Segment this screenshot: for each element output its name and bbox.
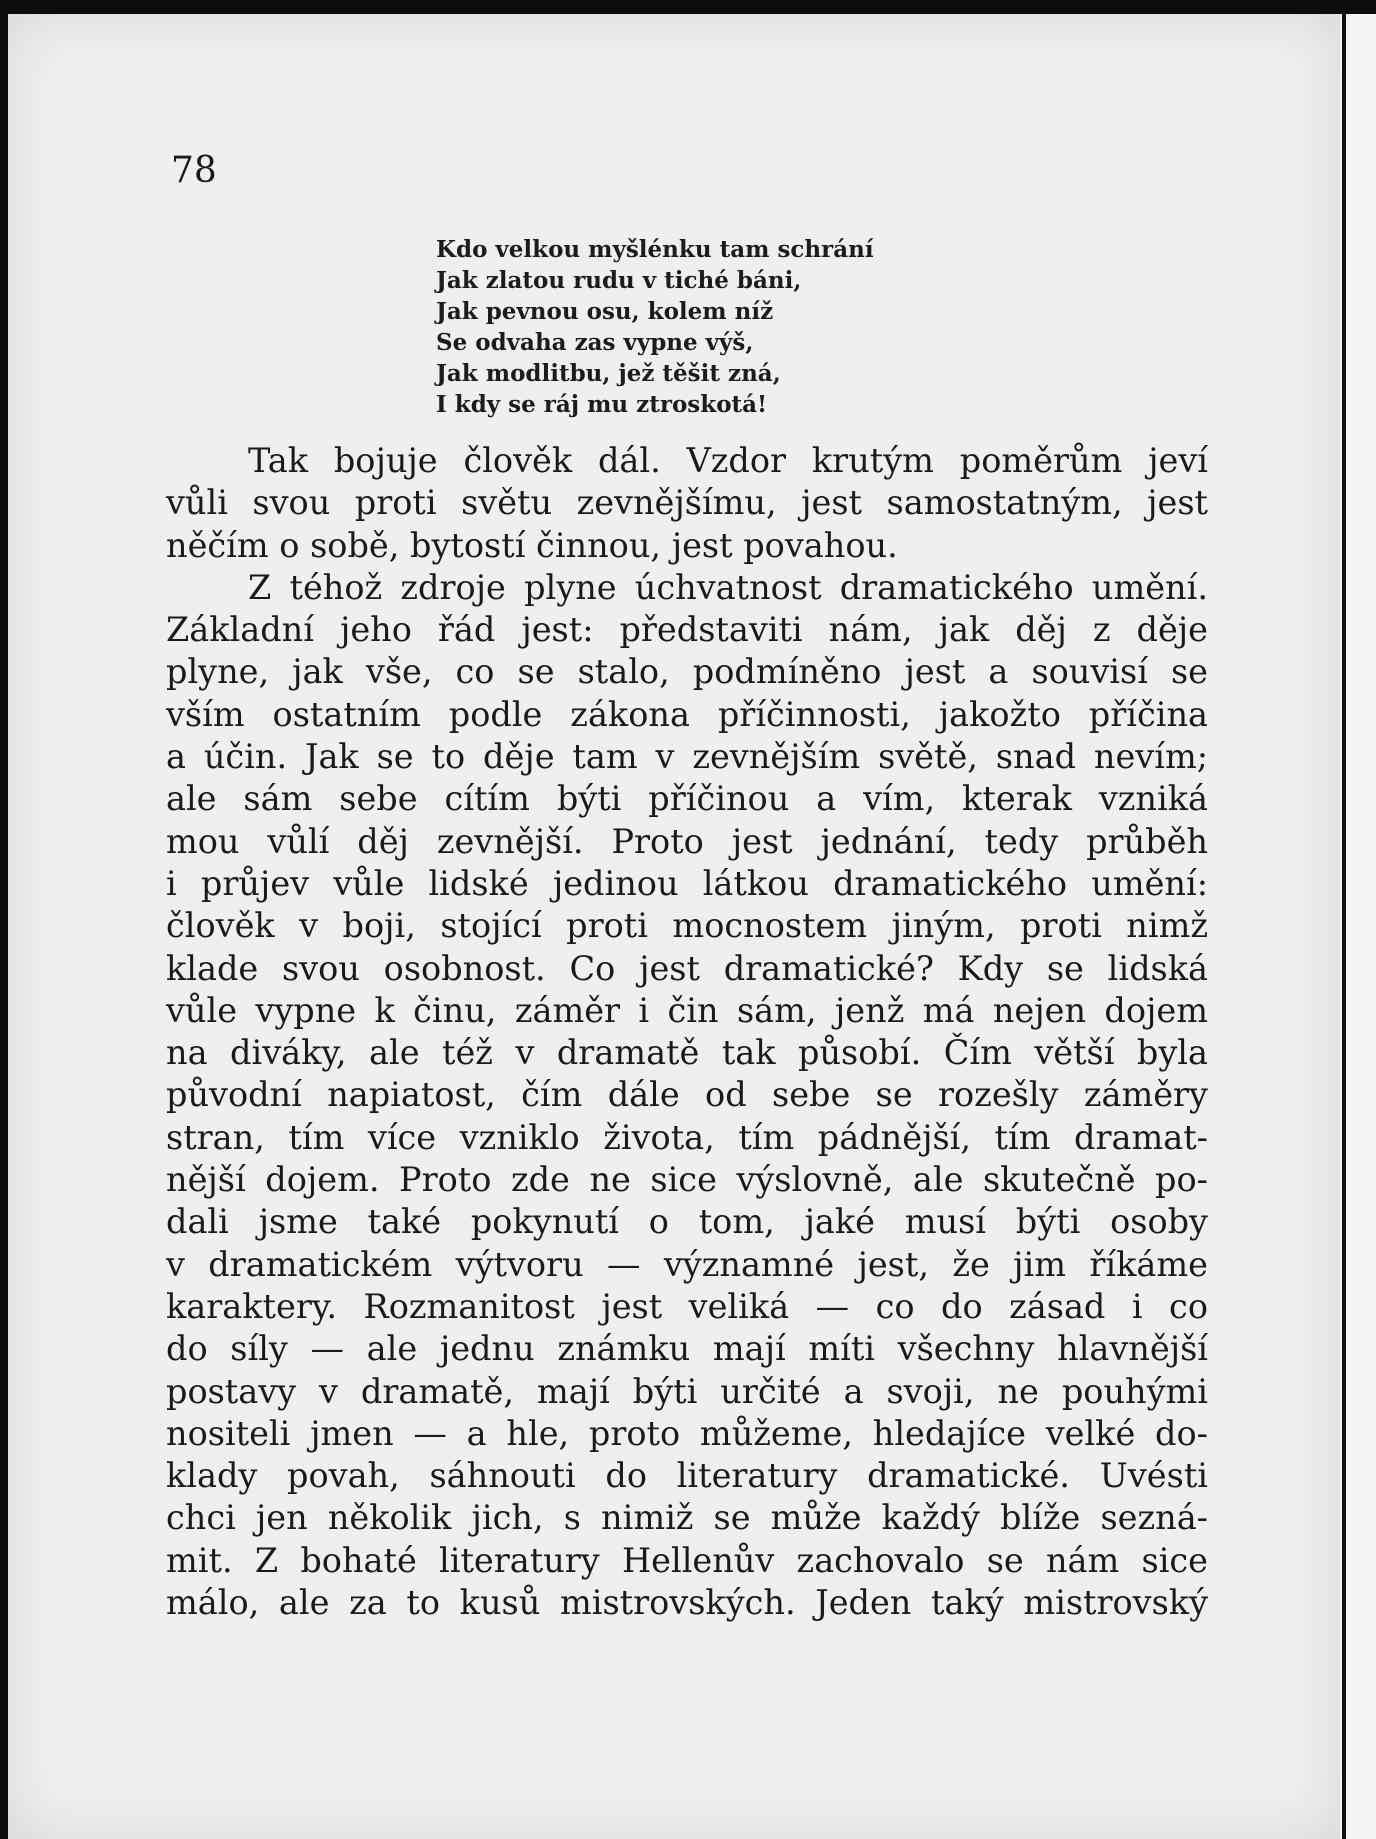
text-line: člověk v boji, stojící proti mocnostem jiným, proti nimž [166, 906, 1208, 946]
text-line: mou vůlí děj zevnější. Proto jest jednání, tedy průběh [166, 821, 1208, 861]
text-line: Základní jeho řád jest: představiti nám, jak děj z děje [166, 610, 1208, 650]
text-line: vším ostatním podle zákona příčinnosti, jakožto příčina [166, 694, 1208, 734]
text-line: stran, tím více vzniklo života, tím pádnější, tím dramat- [166, 1117, 1208, 1157]
text-line: do síly — ale jednu známku mají míti všechny hlavnější [166, 1329, 1208, 1369]
text-line: vůle vypne k činu, záměr i čin sám, jenž má nejen dojem [166, 990, 1208, 1030]
text-line: plyne, jak vše, co se stalo, podmíněno jest a souvisí se [166, 652, 1208, 692]
book-page [8, 14, 1340, 1839]
verse-line: Jak pevnou osu, kolem níž [436, 298, 774, 325]
text-line: klady povah, sáhnouti do literatury dramatické. Uvésti [166, 1456, 1208, 1496]
body-text [166, 440, 1208, 1624]
text-line: nější dojem. Proto zde ne sice výslovně, ale skutečně po- [166, 1160, 1208, 1200]
text-line: postavy v dramatě, mají býti určité a svoji, ne pouhými [166, 1371, 1208, 1411]
text-line: Z téhož zdroje plyne úchvatnost dramatického umění. [248, 567, 1208, 607]
text-line: karaktery. Rozmanitost jest veliká — co do zásad i co [166, 1286, 1208, 1326]
page-edge [1340, 14, 1376, 1839]
text-line: Tak bojuje člověk dál. Vzdor krutým poměrům jeví [248, 441, 1208, 480]
text-line: něčím o sobě, bytostí činnou, jest povahou. [166, 525, 898, 565]
verse-line: Se odvaha zas vypne výš, [436, 329, 754, 356]
text-line: ale sám sebe cítím býti příčinou a vím, kterak vzniká [166, 779, 1208, 819]
text-line: v dramatickém výtvoru — významné jest, že jim říkáme [166, 1244, 1208, 1284]
text-line: mit. Z bohaté literatury Hellenův zachovalo se nám sice [166, 1540, 1208, 1580]
text-line: chci jen několik jich, s nimiž se může každý blíže sezná- [166, 1498, 1208, 1538]
text-line: i průjev vůle lidské jedinou látkou dramatického umění: [166, 863, 1208, 903]
text-line: vůli svou proti světu zevnějšímu, jest samostatným, jest [166, 483, 1208, 523]
text-line: nositeli jmen — a hle, proto můžeme, hledajíce velké do- [166, 1413, 1208, 1453]
verse-line: Jak zlatou rudu v tiché báni, [436, 267, 802, 294]
verse-line: Kdo velkou myšlénku tam schrání [436, 236, 874, 263]
text-line: původní napiatost, čím dále od sebe se rozešly záměry [166, 1075, 1208, 1115]
text-line: dali jsme také pokynutí o tom, jaké musí býti osoby [166, 1202, 1208, 1242]
text-line: málo, ale za to kusů mistrovských. Jeden taký mistrovský [166, 1583, 1208, 1623]
text-line: a účin. Jak se to děje tam v zevnějším světě, snad nevím; [166, 737, 1208, 777]
text-line: na diváky, ale též v dramatě tak působí. Čím větší byla [166, 1033, 1208, 1073]
text-line: klade svou osobnost. Co jest dramatické? Kdy se lidská [166, 948, 1208, 988]
verse-block [436, 234, 874, 420]
edge-rule [1342, 14, 1346, 1839]
verse-line: I kdy se ráj mu ztroskotá! [436, 391, 768, 418]
page-number: 78 [171, 150, 217, 191]
verse-line: Jak modlitbu, jež těšit zná, [436, 360, 781, 387]
